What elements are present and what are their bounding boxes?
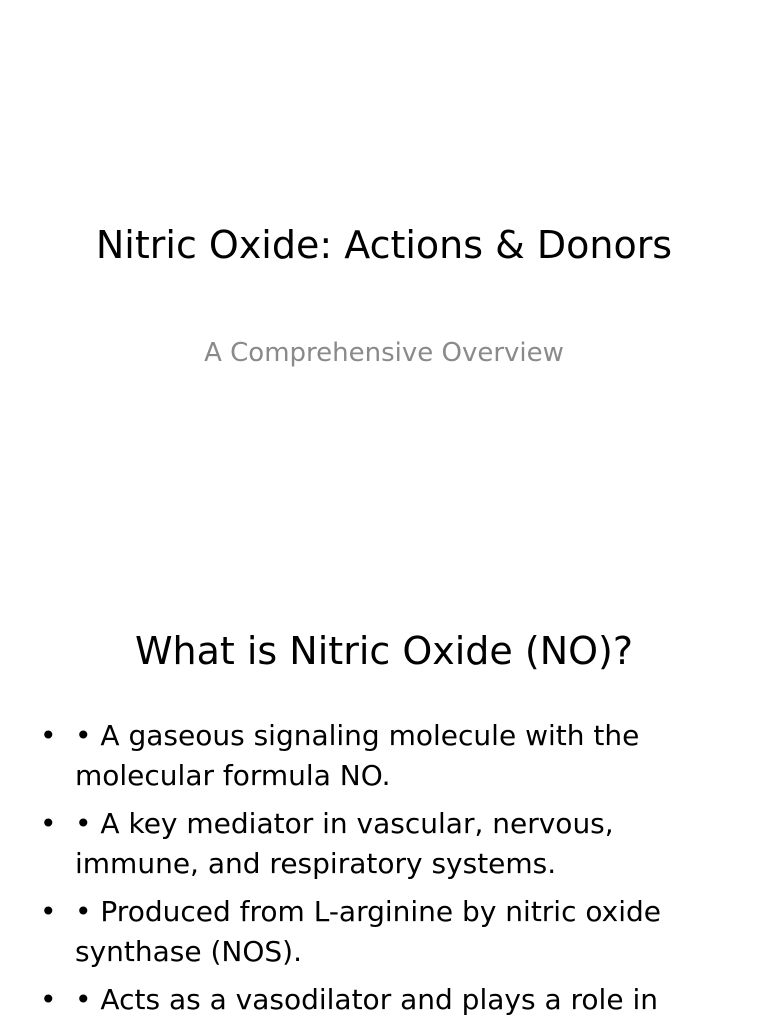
list-item xyxy=(40,716,740,796)
bullet-icon: • xyxy=(40,983,57,1016)
content-slide xyxy=(0,576,768,1024)
list-item xyxy=(40,892,740,972)
presentation-title: Nitric Oxide: Actions & Donors xyxy=(95,223,673,267)
bullet-text: • A gaseous signaling molecule with the molecular formula NO. xyxy=(75,719,640,792)
bullet-list xyxy=(40,716,740,1024)
bullet-text: • A key mediator in vascular, nervous, immune, and respiratory systems. xyxy=(75,807,614,880)
bullet-icon: • xyxy=(40,895,57,928)
bullet-icon: • xyxy=(40,719,57,752)
bullet-icon: • xyxy=(40,807,57,840)
bullet-text: • Produced from L-arginine by nitric oxide synthase (NOS). xyxy=(75,895,662,968)
bullet-text: • Acts as a vasodilator and plays a role in xyxy=(75,983,658,1016)
slide-title: What is Nitric Oxide (NO)? xyxy=(134,629,634,673)
list-item xyxy=(40,980,740,1020)
list-item xyxy=(40,804,740,884)
presentation-subtitle: A Comprehensive Overview xyxy=(204,338,564,368)
